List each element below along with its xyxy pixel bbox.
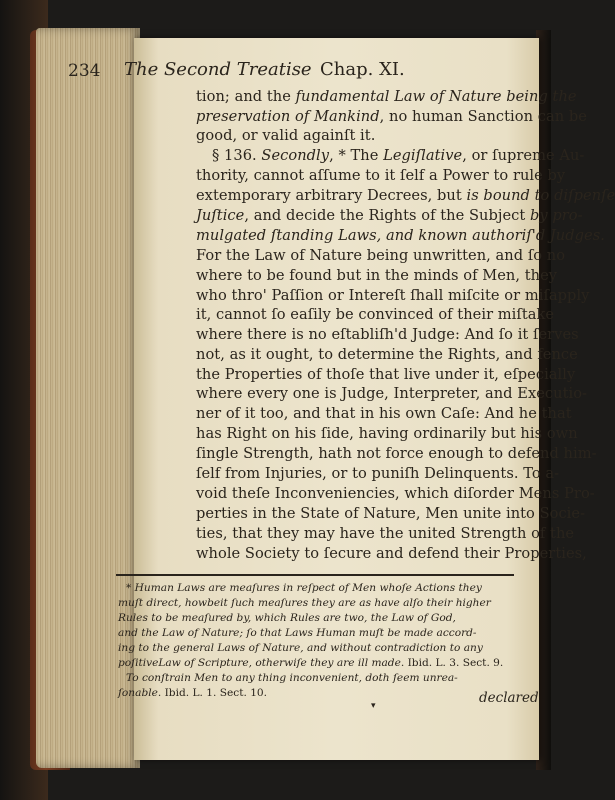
text-line: where to be found but in the minds of Men, they xyxy=(196,267,558,284)
text-line: where there is no eſtabliſh'd Judge: And ſo it ſerves xyxy=(196,326,579,343)
text-line: where every one is Judge, Interpreter, and Executio- xyxy=(196,385,588,402)
footnote-line: ſonable. Ibid. L. 1. Sect. 10. xyxy=(118,687,268,699)
section-heading-line: § 136. Secondly, * The Legiſlative, or ſupreme Au- xyxy=(212,147,585,164)
text-line: not, as it ought, to determine the Rights, and fence xyxy=(196,346,578,363)
text-line: who thro' Paſſion or Intereſt ſhall miſcite or miſapply xyxy=(196,287,590,304)
footnote-line: * Human Laws are meaſures in reſpect of Men whoſe Actions they xyxy=(126,582,482,594)
catchword: declared xyxy=(479,690,539,706)
text-line: ſelf from Injuries, or to puniſh Delinquents. To a- xyxy=(196,465,560,482)
text-line: the Properties of thoſe that live under it, eſpecially xyxy=(196,366,576,383)
text-line: thority, cannot aſſume to it ſelf a Power to rule by xyxy=(196,167,566,184)
text-line: preservation of Mankind, no human Sanction can be xyxy=(196,108,587,125)
text-line: perties in the State of Nature, Men unite into Socie- xyxy=(196,505,586,522)
text-line: whole Society to ſecure and defend their Properties, xyxy=(196,545,587,562)
text-line: For the Law of Nature being unwritten, and ſo no xyxy=(196,247,566,264)
footnote-rule xyxy=(116,574,514,576)
text-line: it, cannot ſo eaſily be convinced of their miſtake xyxy=(196,306,555,323)
text-line: tion; and the fundamental Law of Nature being the xyxy=(196,88,577,105)
footnote-line: poſitiveLaw of Scripture, otherwiſe they are ill made. Ibid. L. 3. Sect. 9. xyxy=(118,657,504,669)
footnote-line: and the Law of Nature; ſo that Laws Human muſt be made accord- xyxy=(118,627,477,639)
text-line: Juſtice, and decide the Rights of the Subject by pro- xyxy=(196,207,583,224)
text-line: ties, that they may have the united Strength of the xyxy=(196,525,575,542)
text-line: void theſe Inconveniencies, which diſorder Mens Pro- xyxy=(196,485,595,502)
text-line: has Right on his ſide, having ordinarily but his own xyxy=(196,425,578,442)
footnote-line: ing to the general Laws of Nature, and without contradiction to any xyxy=(118,642,483,654)
footnote-line: Rules to be meaſured by, which Rules are two, the Law of God, xyxy=(118,612,456,624)
text-line: mulgated ſtanding Laws, and known authoriſ'd Judges. xyxy=(196,227,605,244)
signature-mark: ▾ xyxy=(371,701,376,711)
page-number: 234 xyxy=(68,61,101,81)
text-line: ſingle Strength, hath not force enough to defend him- xyxy=(196,445,597,462)
chapter-label: Chap. XI. xyxy=(320,59,405,80)
text-line: extemporary arbitrary Decrees, but is bound to diſpenſe xyxy=(196,187,615,204)
text-line: ner of it too, and that in his own Caſe: And he that xyxy=(196,405,572,422)
running-title: The Second Treatise xyxy=(124,59,312,80)
footnote-line: muſt direct, howbeit ſuch meaſures they are as have alſo their higher xyxy=(118,597,491,609)
text-line: good, or valid againſt it. xyxy=(196,127,376,144)
footnote-line: To conſtrain Men to any thing inconvenient, doth ſeem unrea- xyxy=(126,672,458,684)
